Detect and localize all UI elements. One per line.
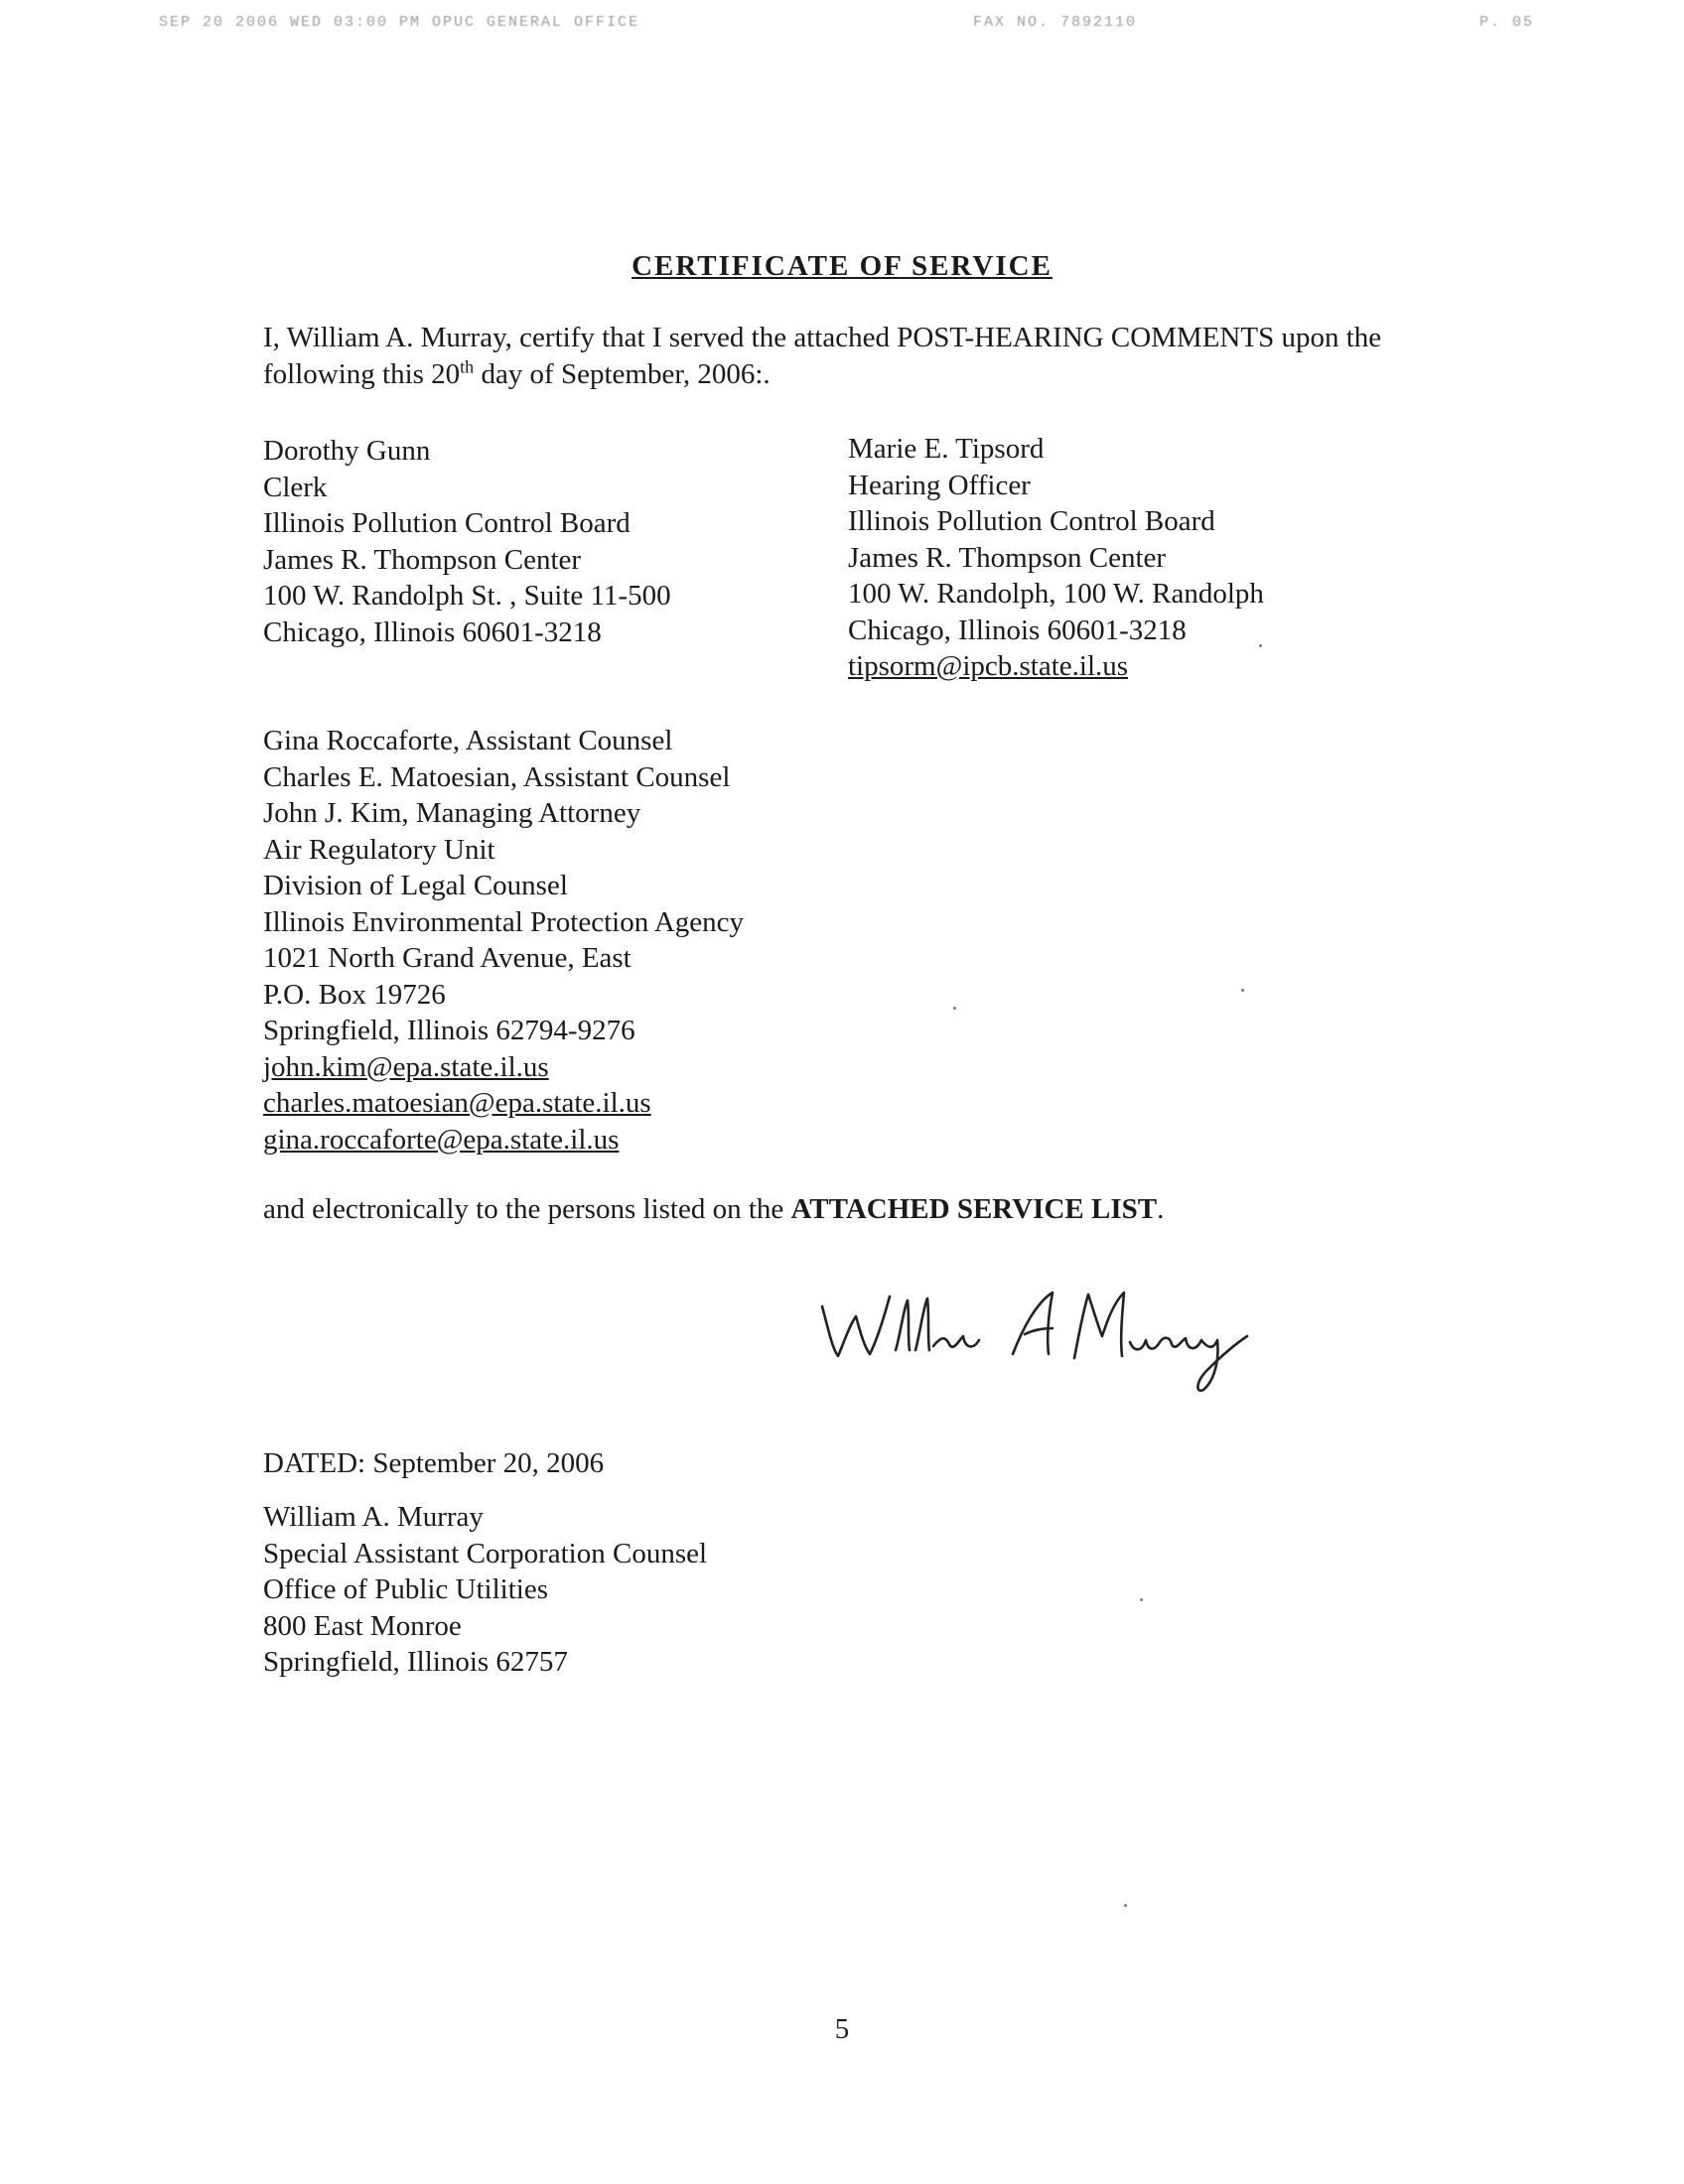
address-line: Air Regulatory Unit [263,833,495,866]
fax-header-middle: FAX NO. 7892110 [973,14,1138,31]
service-list-reference: ATTACHED SERVICE LIST [790,1193,1158,1225]
address-line: Gina Roccaforte, Assistant Counsel [263,725,673,756]
address-line: Division of Legal Counsel [263,870,568,901]
address-line: P.O. Box 19726 [263,978,446,1011]
signer-line: 800 East Monroe [263,1609,462,1642]
address-line: Clerk [263,471,328,503]
intro-paragraph [263,320,1455,393]
address-line: Illinois Pollution Control Board [848,505,1215,537]
address-line: Hearing Officer [848,469,1031,501]
address-line: John J. Kim, Managing Attorney [263,797,641,829]
email-link[interactable]: gina.roccaforte@epa.state.il.us [263,1123,620,1156]
address-line: 100 W. Randolph St. , Suite 11-500 [263,580,671,612]
page-number: 5 [834,2013,850,2045]
scan-speck [1124,1904,1127,1907]
address-line: 1021 North Grand Avenue, East [263,942,632,974]
fax-header-left: SEP 20 2006 WED 03:00 PM OPUC GENERAL OFFICE [159,14,640,31]
electronic-service-line [263,1191,1455,1228]
signer-line: Office of Public Utilities [263,1573,548,1605]
handwritten-signature [814,1259,1271,1398]
electronic-text: and electronically to the persons listed on the [263,1193,791,1225]
address-line: Illinois Pollution Control Board [263,507,631,539]
recipient-epa-address [263,723,744,1158]
address-line: Marie E. Tipsord [848,433,1045,465]
recipient-clerk-address [263,433,671,650]
fax-transmission-header [159,14,1609,54]
intro-text-end: day of September, 2006:. [474,358,771,390]
address-line: 100 W. Randolph, 100 W. Randolph [848,578,1264,610]
signer-line: Special Assistant Corporation Counsel [263,1537,708,1570]
scan-speck [1241,989,1244,992]
scan-speck [1259,644,1262,647]
electronic-period: . [1157,1193,1165,1225]
address-line: Charles E. Matoesian, Assistant Counsel [263,760,731,793]
address-line: James R. Thompson Center [263,543,582,576]
email-link[interactable]: john.kim@epa.state.il.us [263,1050,549,1083]
intro-text: I, William A. Murray, certify that I served the attached POST-HEARING COMMENTS upon the following this 20 [263,322,1382,390]
scan-speck [1140,1598,1143,1601]
address-line: Chicago, Illinois 60601-3218 [263,615,602,648]
address-line: James R. Thompson Center [848,541,1167,574]
signer-block [263,1499,707,1681]
scan-speck [953,1007,956,1010]
intro-superscript: th [460,356,475,377]
signer-line: William A. Murray [263,1501,484,1533]
email-link[interactable]: charles.matoesian@epa.state.il.us [263,1087,651,1119]
signer-line: Springfield, Illinois 62757 [263,1646,568,1678]
address-line: Chicago, Illinois 60601-3218 [848,614,1187,646]
dated-line: DATED: September 20, 2006 [263,1447,605,1479]
address-line: Illinois Environmental Protection Agency [263,905,745,938]
email-link[interactable]: tipsorm@ipcb.state.il.us [848,650,1129,682]
address-line: Dorothy Gunn [263,435,431,467]
address-line: Springfield, Illinois 62794-9276 [263,1015,635,1046]
fax-header-right: P. 05 [1479,14,1535,31]
document-title: CERTIFICATE OF SERVICE [632,250,1052,282]
recipient-hearing-officer-address [848,431,1264,685]
